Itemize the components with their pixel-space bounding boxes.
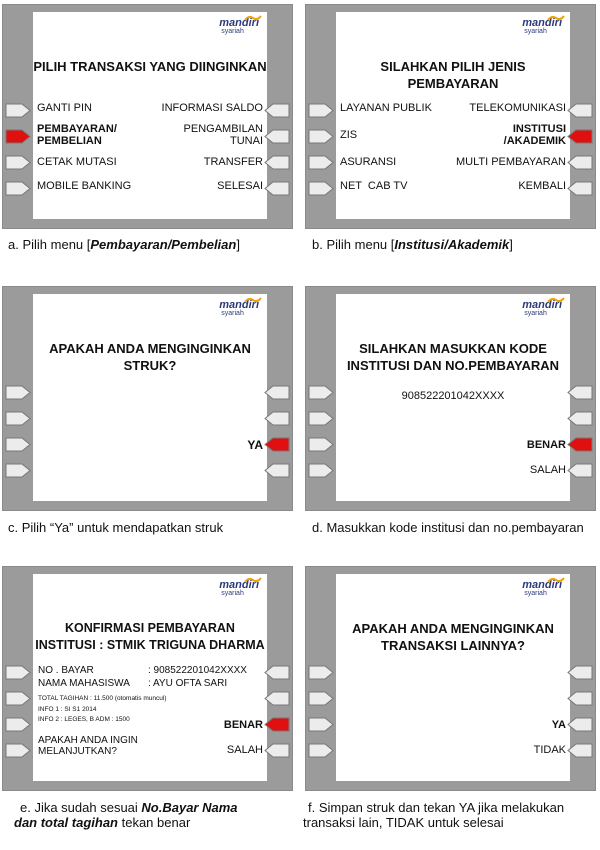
- caption-c: c. Pilih “Ya” untuk mendapatkan struk: [8, 520, 224, 535]
- right-key-1[interactable]: [264, 665, 290, 680]
- info-1: INFO 1 : SI S1 2014: [38, 706, 97, 713]
- option-ya[interactable]: YA: [247, 438, 263, 452]
- logo-sub: syariah: [524, 590, 547, 597]
- right-key-2[interactable]: [567, 691, 593, 706]
- left-key-1[interactable]: [308, 665, 334, 680]
- left-key-2[interactable]: [5, 691, 31, 706]
- caption-e-line1: e. Jika sudah sesuai No.Bayar Nama: [20, 800, 238, 815]
- option-mobile-banking[interactable]: MOBILE BANKING: [37, 180, 132, 192]
- right-key-4[interactable]: [567, 181, 593, 196]
- right-key-3[interactable]: [567, 437, 593, 452]
- logo-word: mandiri: [219, 17, 259, 29]
- mandiri-syariah-logo: [522, 580, 562, 598]
- right-key-3[interactable]: [567, 717, 593, 732]
- nama-label: NAMA MAHASISWA: [38, 678, 130, 689]
- caption-e-line2: dan total tagihan tekan benar: [14, 815, 191, 830]
- atm-screen-b: [336, 12, 570, 219]
- right-key-1[interactable]: [567, 665, 593, 680]
- left-key-1[interactable]: [308, 103, 334, 118]
- caption-f-line2: transaksi lain, TIDAK untuk selesai: [303, 815, 504, 830]
- option-tidak[interactable]: TIDAK: [533, 744, 566, 756]
- left-key-3[interactable]: [308, 155, 334, 170]
- caption-b: b. Pilih menu [Institusi/Akademik]: [312, 237, 513, 252]
- option-telekomunikasi[interactable]: TELEKOMUNIKASI: [469, 102, 566, 114]
- left-key-1[interactable]: [308, 385, 334, 400]
- right-key-3[interactable]: [567, 155, 593, 170]
- logo-sub: syariah: [221, 590, 244, 597]
- left-key-3[interactable]: [5, 717, 31, 732]
- option-layanan-publik[interactable]: LAYANAN PUBLIK: [340, 102, 432, 114]
- atm-screen-f: [336, 574, 570, 781]
- option-zis[interactable]: ZIS: [340, 129, 358, 141]
- logo-wave-icon: [547, 14, 565, 22]
- screen-title: SILAHKAN PILIH JENIS PEMBAYARAN: [380, 59, 526, 91]
- left-key-4[interactable]: [5, 743, 31, 758]
- logo-word: mandiri: [219, 299, 259, 311]
- atm-screen-c: [33, 294, 267, 501]
- no-bayar-value: : 908522201042XXXX: [148, 665, 247, 676]
- left-key-4[interactable]: [308, 181, 334, 196]
- logo-word: mandiri: [219, 579, 259, 591]
- right-key-1[interactable]: [567, 103, 593, 118]
- left-key-2[interactable]: [308, 691, 334, 706]
- mandiri-syariah-logo: [522, 18, 562, 36]
- logo-sub: syariah: [221, 310, 244, 317]
- option-benar[interactable]: BENAR: [223, 719, 263, 731]
- logo-wave-icon: [244, 14, 262, 22]
- screen-title: KONFIRMASI PEMBAYARAN INSTITUSI : STMIK TRIGUNA DHARMA: [35, 621, 265, 652]
- left-key-2[interactable]: [308, 411, 334, 426]
- nama-value: : AYU OFTA SARI: [148, 678, 228, 689]
- continue-question: APAKAH ANDA INGIN MELANJUTKAN?: [38, 735, 138, 757]
- mandiri-syariah-logo: [219, 580, 259, 598]
- caption-a: a. Pilih menu [Pembayaran/Pembelian]: [8, 237, 240, 252]
- right-key-4[interactable]: [264, 181, 290, 196]
- logo-sub: syariah: [524, 28, 547, 35]
- screen-title: APAKAH ANDA MENGINGINKAN TRANSAKSI LAINNYA?: [352, 621, 554, 653]
- option-pengambilan-tunai[interactable]: PENGAMBILAN TUNAI: [183, 123, 263, 147]
- left-key-2[interactable]: [308, 129, 334, 144]
- institution-code-input[interactable]: 908522201042XXXX: [401, 390, 505, 402]
- atm-panel-b: [305, 4, 596, 229]
- info-2: INFO 2 : LEGES, B ADM : 1500: [38, 716, 130, 723]
- atm-screen-d: [336, 294, 570, 501]
- option-salah[interactable]: SALAH: [529, 464, 566, 476]
- total-tagihan: TOTAL TAGIHAN : 11.500 (otomatis muncul): [38, 695, 167, 702]
- right-key-4[interactable]: [264, 463, 290, 478]
- logo-wave-icon: [547, 296, 565, 304]
- mandiri-syariah-logo: [522, 300, 562, 318]
- left-key-2[interactable]: [5, 129, 31, 144]
- screen-title: PILIH TRANSAKSI YANG DIINGINKAN: [33, 59, 267, 74]
- left-key-3[interactable]: [5, 155, 31, 170]
- right-key-4[interactable]: [567, 463, 593, 478]
- atm-panel-d: [305, 286, 596, 511]
- right-key-4[interactable]: [567, 743, 593, 758]
- option-pembayaran-pembelian[interactable]: PEMBAYARAN/ PEMBELIAN: [37, 123, 117, 147]
- right-key-1[interactable]: [264, 103, 290, 118]
- right-key-3[interactable]: [264, 155, 290, 170]
- caption-f-line1: f. Simpan struk dan tekan YA jika melakukan: [308, 800, 565, 815]
- row-no-bayar: [38, 665, 247, 677]
- logo-sub: syariah: [524, 310, 547, 317]
- caption-d: d. Masukkan kode institusi dan no.pembayaran: [312, 520, 584, 535]
- right-key-2[interactable]: [567, 411, 593, 426]
- row-nama-mahasiswa: [38, 678, 227, 690]
- logo-word: mandiri: [522, 299, 562, 311]
- left-key-3[interactable]: [308, 717, 334, 732]
- option-multi-pembayaran[interactable]: MULTI PEMBAYARAN: [455, 156, 566, 168]
- logo-sub: syariah: [221, 28, 244, 35]
- option-cetak-mutasi[interactable]: CETAK MUTASI: [37, 156, 117, 168]
- option-ganti-pin[interactable]: GANTI PIN: [37, 102, 93, 114]
- left-key-1[interactable]: [5, 385, 31, 400]
- logo-wave-icon: [547, 576, 565, 584]
- option-benar[interactable]: BENAR: [526, 439, 566, 451]
- option-transfer[interactable]: TRANSFER: [203, 156, 263, 168]
- right-key-2[interactable]: [264, 129, 290, 144]
- right-key-3[interactable]: [264, 717, 290, 732]
- left-key-4[interactable]: [308, 463, 334, 478]
- option-selesai[interactable]: SELESAI: [217, 180, 263, 192]
- atm-panel-f: [305, 566, 596, 791]
- option-informasi-saldo[interactable]: INFORMASI SALDO: [161, 102, 263, 114]
- option-ya[interactable]: YA: [551, 719, 566, 731]
- left-key-3[interactable]: [308, 437, 334, 452]
- logo-wave-icon: [244, 296, 262, 304]
- right-key-4[interactable]: [264, 743, 290, 758]
- right-key-1[interactable]: [264, 385, 290, 400]
- atm-screen-a: [33, 12, 267, 219]
- logo-word: mandiri: [522, 579, 562, 591]
- right-key-2[interactable]: [567, 129, 593, 144]
- logo-word: mandiri: [522, 17, 562, 29]
- left-key-4[interactable]: [5, 181, 31, 196]
- left-key-2[interactable]: [5, 411, 31, 426]
- logo-wave-icon: [244, 576, 262, 584]
- right-key-2[interactable]: [264, 691, 290, 706]
- right-key-3[interactable]: [264, 437, 290, 452]
- atm-panel-c: [2, 286, 293, 511]
- left-key-1[interactable]: [5, 665, 31, 680]
- option-kembali[interactable]: KEMBALI: [518, 180, 566, 192]
- right-key-1[interactable]: [567, 385, 593, 400]
- left-key-1[interactable]: [5, 103, 31, 118]
- right-key-2[interactable]: [264, 411, 290, 426]
- no-bayar-label: NO . BAYAR: [38, 665, 94, 676]
- option-salah[interactable]: SALAH: [226, 744, 263, 756]
- option-institusi-akademik[interactable]: INSTITUSI /AKADEMIK: [503, 123, 566, 147]
- option-net-cab-tv[interactable]: NET CAB TV: [340, 180, 408, 192]
- left-key-4[interactable]: [308, 743, 334, 758]
- screen-title: APAKAH ANDA MENGINGINKAN STRUK?: [49, 341, 251, 373]
- left-key-4[interactable]: [5, 463, 31, 478]
- screen-title: SILAHKAN MASUKKAN KODE INSTITUSI DAN NO.PEMBAYARAN: [346, 341, 560, 373]
- atm-panel-e: [2, 566, 293, 791]
- atm-screen-e: [33, 574, 267, 781]
- atm-panel-a: [2, 4, 293, 229]
- mandiri-syariah-logo: [219, 18, 259, 36]
- mandiri-syariah-logo: [219, 300, 259, 318]
- option-asuransi[interactable]: ASURANSI: [340, 156, 397, 168]
- left-key-3[interactable]: [5, 437, 31, 452]
